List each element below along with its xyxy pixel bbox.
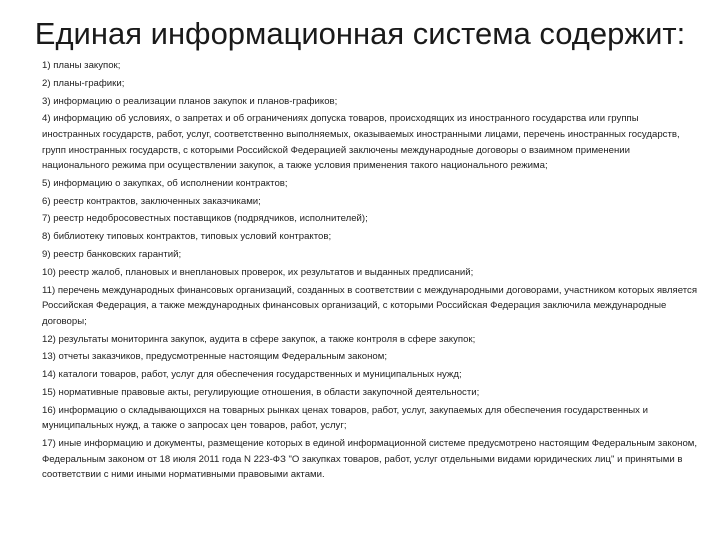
list-item: 3) информацию о реализации планов закупок и планов-графиков; [42, 95, 338, 107]
slide-title: Единая информационная система содержит: [34, 16, 686, 51]
list-item: 1) планы закупок; [42, 60, 121, 71]
list-item: 12) результаты мониторинга закупок, аудита в сфере закупок, а также контроля в сфере закупок; [42, 333, 476, 345]
list-item: 8) библиотеку типовых контрактов, типовых условий контрактов; [42, 231, 332, 243]
list-item: 6) реестр контрактов, заключенных заказчиками; [42, 195, 261, 207]
list-item: 5) информацию о закупках, об исполнении контрактов; [42, 177, 288, 189]
list-item: 14) каталоги товаров, работ, услуг для обеспечения государственных и муниципальных нужд; [42, 369, 462, 381]
list-item: 13) отчеты заказчиков, предусмотренные настоящим Федеральным законом; [42, 351, 388, 363]
list-item: 10) реестр жалоб, плановых и внеплановых проверок, их результатов и выданных предписаний; [42, 266, 474, 278]
list-item: 7) реестр недобросовестных поставщиков (подрядчиков, исполнителей); [42, 213, 368, 225]
list-item: 2) планы-графики; [42, 77, 125, 89]
list-item: 15) нормативные правовые акты, регулирующие отношения, в области закупочной деятельности; [42, 386, 480, 398]
content-list [42, 58, 698, 485]
list-item: 17) иные информацию и документы, размещение которых в единой информационной системе предусмотрено настоящим Федеральным законом, Федеральным законом от 18 июля 2011 года N 223-ФЗ "О закупках товаров, работ, услуг отдельными видами юридических лиц" и принятыми в соответствии с ними иными нормативными правовыми актами. [42, 438, 698, 481]
list-item: 4) информацию об условиях, о запретах и об ограничениях допуска товаров, происходящих из иностранного государства или группы иностранных государств, работ, услуг, соответственно выполняемых, оказываемых иностранными лицами, перечень иностранных государств, групп иностранных государств, с которыми Российской Федерацией заключены международные договоры о взаимном применении национального режима при осуществлении закупок, а также условия применения такого национального режима; [42, 113, 680, 172]
list-item: 9) реестр банковских гарантий; [42, 249, 182, 261]
list-item: 16) информацию о складывающихся на товарных рынках ценах товаров, работ, услуг, закупаемых для обеспечения государственных и муниципальных нужд, а также о запросах цен товаров, работ, услуг; [42, 404, 649, 432]
list-item: 11) перечень международных финансовых организаций, созданных в соответствии с международными договорами, участником которых является Российская Федерация, а также международных финансовых организаций, с которыми Российская Федерация заключила международные договоры; [42, 284, 698, 327]
